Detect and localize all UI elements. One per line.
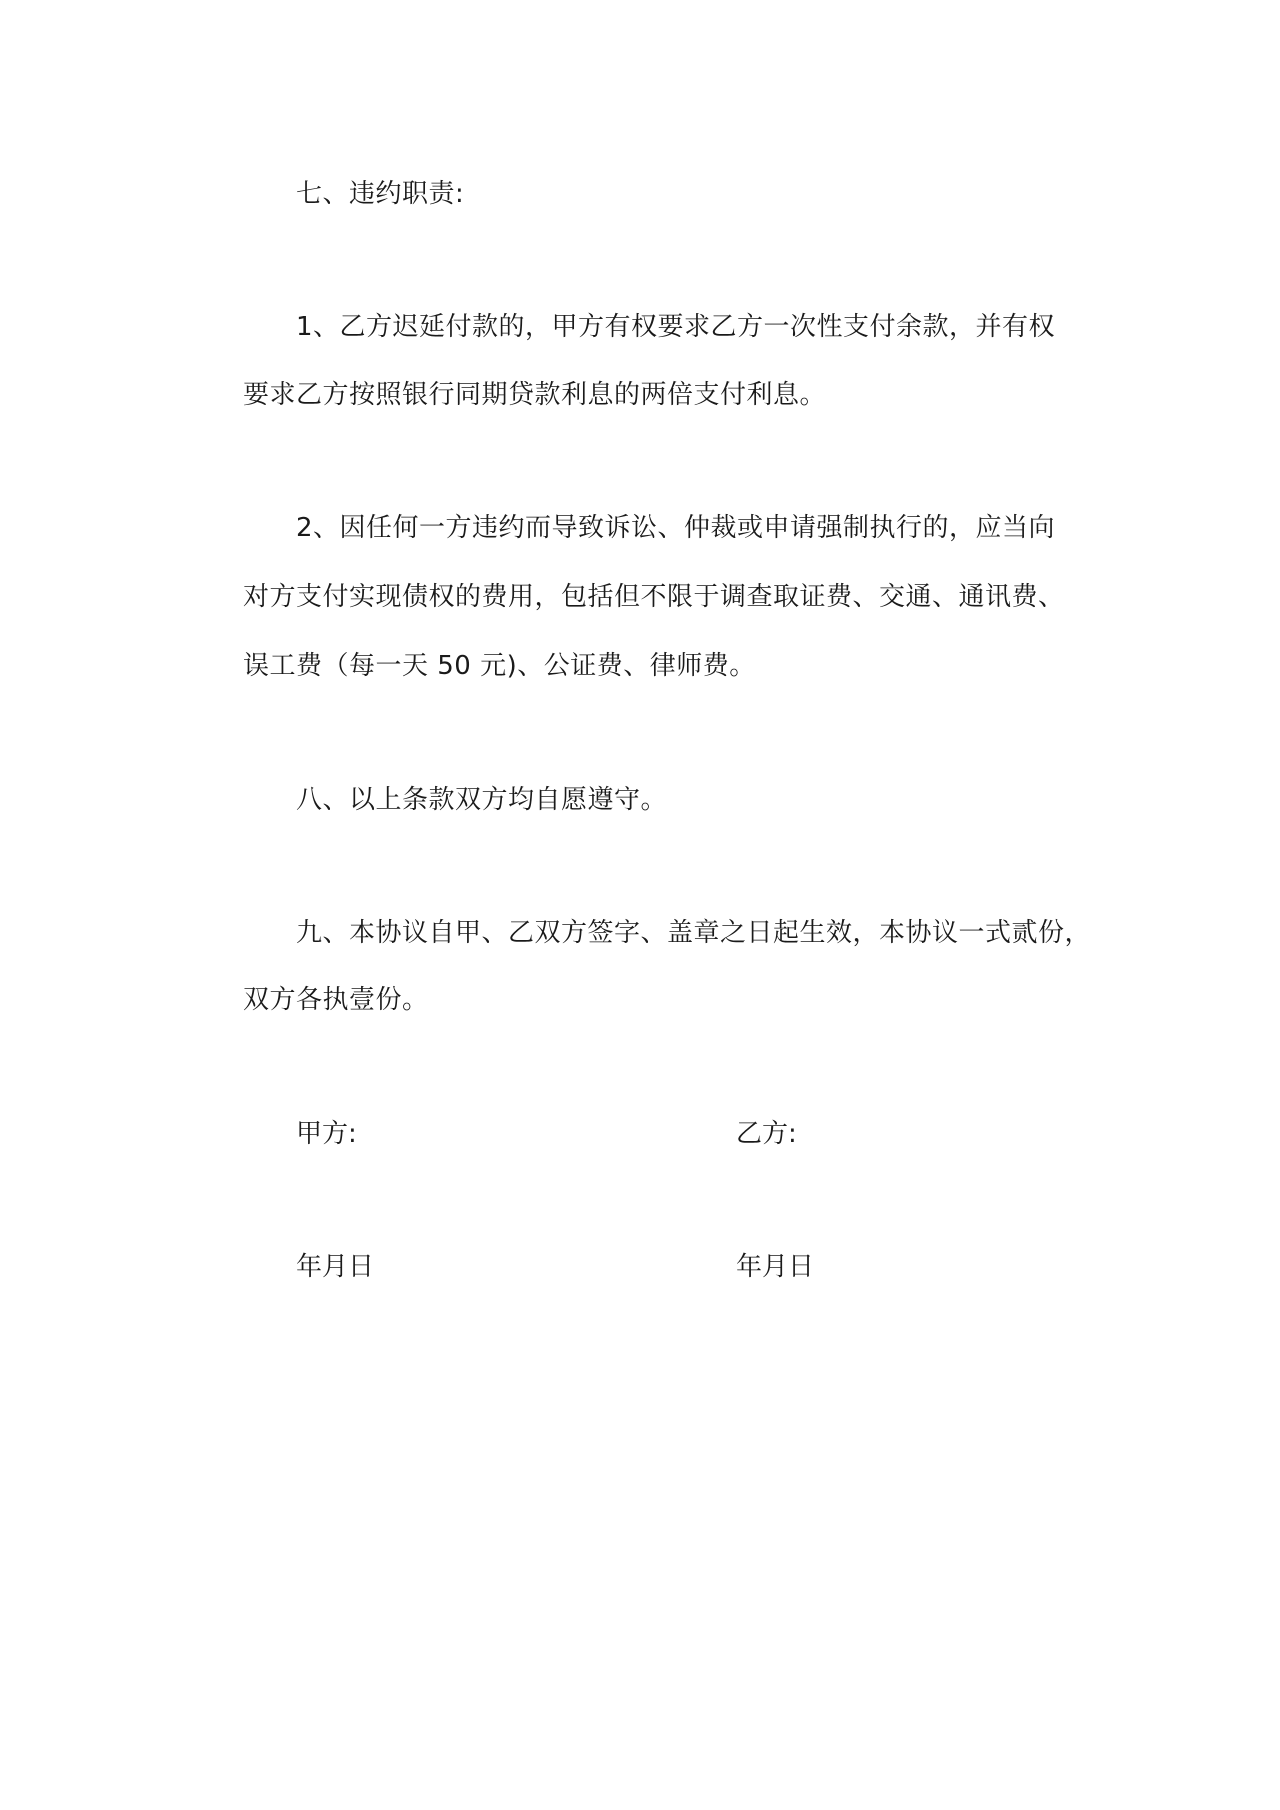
section7-item2-line3: 误工费（每一天 50 元)、公证费、律师费。: [243, 651, 756, 681]
section7-item1-line2: 要求乙方按照银行同期贷款利息的两倍支付利息。: [243, 380, 827, 410]
section8-text: 八、以上条款双方均自愿遵守。: [296, 785, 668, 815]
section9-line1: 九、本协议自甲、乙双方签字、盖章之日起生效，本协议一式贰份，: [296, 918, 1092, 948]
party-b-label: 乙方:: [736, 1119, 797, 1149]
section7-item2-line2: 对方支付实现债权的费用，包括但不限于调查取证费、交通、通讯费、: [243, 582, 1065, 612]
section9-line2: 双方各执壹份。: [243, 985, 429, 1015]
party-a-label: 甲方:: [296, 1119, 357, 1149]
party-a-date: 年月日: [296, 1252, 375, 1282]
party-b-date: 年月日: [736, 1252, 815, 1282]
section7-heading: 七、违约职责:: [296, 179, 465, 209]
section7-item2-line1: 2、因任何一方违约而导致诉讼、仲裁或申请强制执行的，应当向: [296, 513, 1056, 543]
section7-item1-line1: 1、乙方迟延付款的，甲方有权要求乙方一次性支付余款，并有权: [296, 312, 1056, 342]
